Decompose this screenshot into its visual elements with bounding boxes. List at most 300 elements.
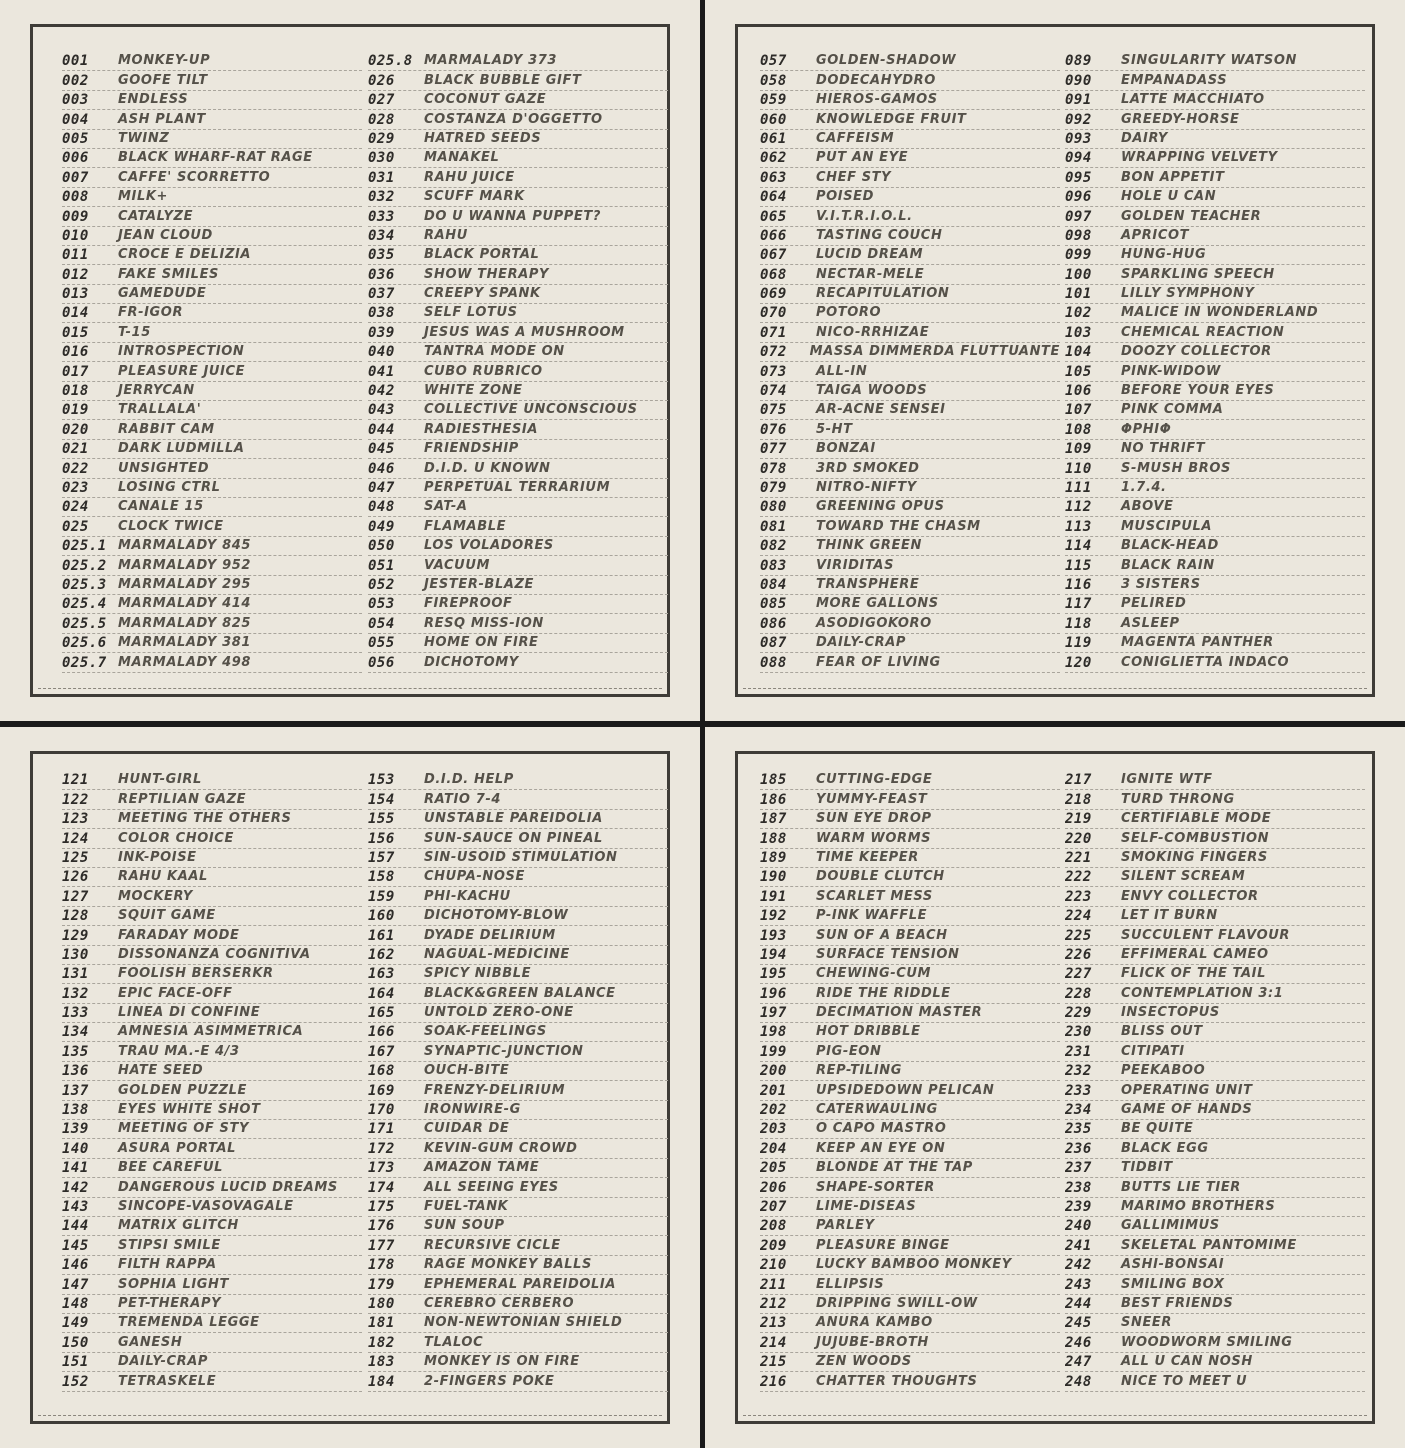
- item-number: 173: [368, 1160, 395, 1177]
- item-name: ΦPHIΦ: [1121, 421, 1172, 437]
- item-name: CREEPY SPANK: [424, 286, 541, 302]
- item-name: PARLEY: [816, 1218, 875, 1234]
- list-item: [760, 91, 1060, 110]
- item-number: 213: [760, 1315, 787, 1332]
- item-name: S-MUSH BROS: [1121, 460, 1231, 476]
- list-item: [62, 401, 362, 420]
- item-number: 096: [1065, 189, 1092, 206]
- item-name: UNSIGHTED: [118, 460, 210, 476]
- item-number: 169: [368, 1082, 395, 1099]
- list-item: [368, 401, 668, 420]
- item-name: REP-TILING: [816, 1063, 903, 1079]
- list-item: [1065, 556, 1365, 575]
- item-number: 201: [760, 1082, 787, 1099]
- list-item: [1065, 810, 1365, 829]
- list-item: [760, 1314, 1060, 1333]
- list-item: [368, 595, 668, 614]
- list-item: [368, 52, 668, 71]
- list-item: [62, 634, 362, 653]
- item-name: DO U WANNA PUPPET?: [424, 208, 601, 224]
- list-item: [62, 420, 362, 439]
- item-number: 046: [368, 460, 395, 477]
- list-item: [1065, 868, 1365, 887]
- item-name: JEAN CLOUD: [118, 227, 213, 243]
- item-name: EMPANADASS: [1121, 72, 1228, 88]
- item-name: LUCID DREAM: [816, 247, 924, 263]
- item-name: RAHU KAAL: [118, 869, 208, 885]
- item-name: SCUFF MARK: [424, 189, 525, 205]
- list-item: [760, 1101, 1060, 1120]
- item-number: 194: [760, 946, 787, 963]
- item-number: 133: [62, 1005, 89, 1022]
- item-name: NITRO-NIFTY: [816, 479, 917, 495]
- list-item: [62, 576, 362, 595]
- item-number: 001: [62, 53, 89, 70]
- item-name: SOAK-FEELINGS: [424, 1024, 547, 1040]
- item-number: 193: [760, 927, 787, 944]
- list-item: [760, 965, 1060, 984]
- item-name: BE QUITE: [1121, 1121, 1194, 1137]
- item-name: ALL SEEING EYES: [424, 1179, 559, 1195]
- item-name: SUN SOUP: [424, 1218, 505, 1234]
- list-item: [62, 1275, 362, 1294]
- item-number: 145: [62, 1237, 89, 1254]
- item-number: 179: [368, 1276, 395, 1293]
- list-item: [1065, 576, 1365, 595]
- item-number: 007: [62, 169, 89, 186]
- item-name: BUTTS LIE TIER: [1121, 1179, 1241, 1195]
- item-name: CEREBRO CERBERO: [424, 1295, 575, 1311]
- list-item: [760, 1004, 1060, 1023]
- list-item: [1065, 1372, 1365, 1391]
- list-item: [760, 207, 1060, 226]
- list-item: [760, 1159, 1060, 1178]
- item-name: D.I.D. HELP: [424, 772, 514, 788]
- item-name: JUJUBE-BROTH: [816, 1334, 929, 1350]
- item-number: 030: [368, 150, 395, 167]
- item-name: TURD THRONG: [1121, 791, 1235, 807]
- item-number: 123: [62, 811, 89, 828]
- item-number: 195: [760, 966, 787, 983]
- item-name: COSTANZA D'OGGETTO: [424, 111, 603, 127]
- item-name: SELF LOTUS: [424, 305, 518, 321]
- item-number: 066: [760, 227, 787, 244]
- item-number: 051: [368, 557, 395, 574]
- item-number: 111: [1065, 479, 1092, 496]
- list-item: [368, 1217, 668, 1236]
- page-card-1: [0, 0, 700, 721]
- item-name: TWINZ: [118, 130, 170, 146]
- item-number: 156: [368, 830, 395, 847]
- item-name: FRENZY-DELIRIUM: [424, 1082, 566, 1098]
- list-item: [1065, 265, 1365, 284]
- list-item: [760, 1139, 1060, 1158]
- item-name: 3 SISTERS: [1121, 576, 1201, 592]
- list-item: [760, 440, 1060, 459]
- item-number: 149: [62, 1315, 89, 1332]
- item-name: GANESH: [118, 1334, 183, 1350]
- item-number: 033: [368, 208, 395, 225]
- item-name: POTORO: [816, 305, 882, 321]
- list-item: [62, 1333, 362, 1352]
- item-number: 073: [760, 363, 787, 380]
- item-number: 175: [368, 1198, 395, 1215]
- item-name: WOODWORM SMILING: [1121, 1334, 1293, 1350]
- item-number: 140: [62, 1140, 89, 1157]
- page-card-2: [705, 0, 1405, 721]
- list-item: [760, 790, 1060, 809]
- list-item: [760, 771, 1060, 790]
- item-name: MOCKERY: [118, 888, 193, 904]
- item-number: 025.3: [62, 576, 107, 593]
- item-number: 139: [62, 1121, 89, 1138]
- list-item: [760, 168, 1060, 187]
- item-name: ASH PLANT: [118, 111, 206, 127]
- item-number: 084: [760, 576, 787, 593]
- list-item: [1065, 1120, 1365, 1139]
- list-item: [1065, 537, 1365, 556]
- item-number: 181: [368, 1315, 395, 1332]
- item-number: 243: [1065, 1276, 1092, 1293]
- item-number: 129: [62, 927, 89, 944]
- item-number: 225: [1065, 927, 1092, 944]
- list-item: [368, 343, 668, 362]
- list-item: [1065, 130, 1365, 149]
- item-number: 215: [760, 1354, 787, 1371]
- list-item: [1065, 984, 1365, 1003]
- list-item: [760, 984, 1060, 1003]
- item-name: HOME ON FIRE: [424, 635, 539, 651]
- list-item: [62, 1372, 362, 1391]
- item-number: 082: [760, 538, 787, 555]
- item-name: RAHU JUICE: [424, 169, 515, 185]
- item-number: 165: [368, 1005, 395, 1022]
- item-number: 027: [368, 92, 395, 109]
- list-item: [760, 810, 1060, 829]
- item-name: RECURSIVE CICLE: [424, 1237, 561, 1253]
- item-name: CHATTER THOUGHTS: [816, 1373, 978, 1389]
- list-item: [62, 1198, 362, 1217]
- list-item: [1065, 440, 1365, 459]
- list-column: [1065, 52, 1365, 673]
- item-name: COLOR CHOICE: [118, 830, 234, 846]
- item-name: TETRASKELE: [118, 1373, 217, 1389]
- list-item: [1065, 595, 1365, 614]
- item-name: TREMENDA LEGGE: [118, 1315, 260, 1331]
- list-item: [368, 1275, 668, 1294]
- item-name: INK-POISE: [118, 849, 197, 865]
- list-item: [1065, 401, 1365, 420]
- list-item: [368, 965, 668, 984]
- list-item: [760, 479, 1060, 498]
- item-number: 107: [1065, 402, 1092, 419]
- list-item: [760, 362, 1060, 381]
- item-number: 125: [62, 849, 89, 866]
- item-name: IGNITE WTF: [1121, 772, 1213, 788]
- item-number: 026: [368, 72, 395, 89]
- list-item: [760, 517, 1060, 536]
- list-item: [760, 1275, 1060, 1294]
- item-number: 159: [368, 888, 395, 905]
- item-number: 049: [368, 518, 395, 535]
- item-name: DICHOTOMY: [424, 654, 519, 670]
- item-name: BEST FRIENDS: [1121, 1295, 1234, 1311]
- item-name: MONKEY IS ON FIRE: [424, 1354, 580, 1370]
- list-item: [760, 634, 1060, 653]
- list-item: [368, 1198, 668, 1217]
- item-name: EPIC FACE-OFF: [118, 985, 233, 1001]
- item-number: 020: [62, 421, 89, 438]
- item-name: FR-IGOR: [118, 305, 184, 321]
- item-name: SINGULARITY WATSON: [1121, 53, 1297, 69]
- item-name: MASSA DIMMERDA FLUTTUANTE: [809, 344, 1060, 360]
- item-number: 112: [1065, 499, 1092, 516]
- item-number: 059: [760, 92, 787, 109]
- item-number: 240: [1065, 1218, 1092, 1235]
- item-name: FIREPROOF: [424, 596, 513, 612]
- item-name: SYNAPTIC-JUNCTION: [424, 1043, 584, 1059]
- item-number: 144: [62, 1218, 89, 1235]
- list-item: [760, 227, 1060, 246]
- item-name: SMILING BOX: [1121, 1276, 1225, 1292]
- item-name: FEAR OF LIVING: [816, 654, 941, 670]
- list-item: [62, 556, 362, 575]
- item-name: BON APPETIT: [1121, 169, 1225, 185]
- item-number: 050: [368, 538, 395, 555]
- item-number: 025.5: [62, 615, 107, 632]
- item-name: HIEROS-GAMOS: [816, 92, 938, 108]
- item-number: 211: [760, 1276, 787, 1293]
- item-number: 052: [368, 576, 395, 593]
- item-name: MANAKEL: [424, 150, 500, 166]
- list-item: [1065, 459, 1365, 478]
- item-name: RAHU: [424, 227, 468, 243]
- item-number: 071: [760, 324, 787, 341]
- list-item: [368, 537, 668, 556]
- item-name: MARMALADY 381: [118, 635, 252, 651]
- item-number: 192: [760, 908, 787, 925]
- list-item: [760, 285, 1060, 304]
- item-number: 047: [368, 479, 395, 496]
- list-item: [1065, 285, 1365, 304]
- list-item: [368, 556, 668, 575]
- list-item: [760, 323, 1060, 342]
- list-item: [1065, 362, 1365, 381]
- item-number: 126: [62, 869, 89, 886]
- item-name: FAKE SMILES: [118, 266, 220, 282]
- item-name: PINK-WIDOW: [1121, 363, 1221, 379]
- list-item: [1065, 498, 1365, 517]
- item-name: KEVIN-GUM CROWD: [424, 1140, 578, 1156]
- list-item: [760, 653, 1060, 672]
- list-item: [1065, 517, 1365, 536]
- item-number: 038: [368, 305, 395, 322]
- item-number: 048: [368, 499, 395, 516]
- list-item: [1065, 926, 1365, 945]
- list-item: [368, 634, 668, 653]
- list-item: [760, 1217, 1060, 1236]
- item-name: TLALOC: [424, 1334, 484, 1350]
- item-name: NECTAR-MELE: [816, 266, 925, 282]
- item-number: 184: [368, 1373, 395, 1390]
- item-name: FOOLISH BERSERKR: [118, 966, 274, 982]
- item-name: MATRIX GLITCH: [118, 1218, 239, 1234]
- item-number: 188: [760, 830, 787, 847]
- list-item: [368, 207, 668, 226]
- item-name: CONIGLIETTA INDACO: [1121, 654, 1290, 670]
- item-number: 025.8: [368, 53, 413, 70]
- item-number: 245: [1065, 1315, 1092, 1332]
- item-name: ALL-IN: [816, 363, 868, 379]
- list-item: [62, 1159, 362, 1178]
- item-number: 233: [1065, 1082, 1092, 1099]
- item-number: 023: [62, 479, 89, 496]
- item-number: 070: [760, 305, 787, 322]
- item-name: ASURA PORTAL: [118, 1140, 236, 1156]
- item-number: 151: [62, 1354, 89, 1371]
- item-name: WHITE ZONE: [424, 383, 523, 399]
- item-number: 177: [368, 1237, 395, 1254]
- item-name: SILENT SCREAM: [1121, 869, 1246, 885]
- item-number: 164: [368, 985, 395, 1002]
- item-name: HOLE U CAN: [1121, 189, 1217, 205]
- item-name: MONKEY-UP: [118, 53, 211, 69]
- list-item: [760, 149, 1060, 168]
- item-number: 183: [368, 1354, 395, 1371]
- list-item: [62, 887, 362, 906]
- item-name: RIDE THE RIDDLE: [816, 985, 951, 1001]
- item-number: 025.4: [62, 596, 107, 613]
- list-item: [62, 1178, 362, 1197]
- list-item: [62, 926, 362, 945]
- item-number: 106: [1065, 383, 1092, 400]
- item-number: 064: [760, 189, 787, 206]
- item-name: MARMALADY 373: [424, 53, 558, 69]
- item-name: HUNG-HUG: [1121, 247, 1207, 263]
- list-item: [1065, 343, 1365, 362]
- list-item: [62, 1217, 362, 1236]
- item-name: TAIGA WOODS: [816, 383, 928, 399]
- list-item: [760, 188, 1060, 207]
- list-item: [760, 1178, 1060, 1197]
- item-number: 191: [760, 888, 787, 905]
- item-number: 234: [1065, 1102, 1092, 1119]
- item-name: NO THRIFT: [1121, 441, 1206, 457]
- item-name: SURFACE TENSION: [816, 946, 960, 962]
- item-name: VACUUM: [424, 557, 491, 573]
- item-name: LIME-DISEAS: [816, 1198, 917, 1214]
- item-number: 178: [368, 1257, 395, 1274]
- list-item: [368, 382, 668, 401]
- item-number: 074: [760, 383, 787, 400]
- item-number: 095: [1065, 169, 1092, 186]
- item-number: 014: [62, 305, 89, 322]
- item-number: 093: [1065, 130, 1092, 147]
- item-number: 138: [62, 1102, 89, 1119]
- list-item: [760, 537, 1060, 556]
- item-name: MUSCIPULA: [1121, 518, 1213, 534]
- item-name: SUN EYE DROP: [816, 811, 932, 827]
- item-name: OPERATING UNIT: [1121, 1082, 1253, 1098]
- item-number: 244: [1065, 1295, 1092, 1312]
- list-item: [368, 440, 668, 459]
- item-name: BEFORE YOUR EYES: [1121, 383, 1275, 399]
- item-number: 041: [368, 363, 395, 380]
- item-number: 204: [760, 1140, 787, 1157]
- item-name: POISED: [816, 189, 875, 205]
- item-name: SUN-SAUCE ON PINEAL: [424, 830, 603, 846]
- list-item: [62, 227, 362, 246]
- list-item: [368, 1314, 668, 1333]
- item-number: 103: [1065, 324, 1092, 341]
- item-name: ENVY COLLECTOR: [1121, 888, 1259, 904]
- list-item: [62, 304, 362, 323]
- item-number: 053: [368, 596, 395, 613]
- item-name: GREEDY-HORSE: [1121, 111, 1240, 127]
- item-number: 092: [1065, 111, 1092, 128]
- item-name: UNSTABLE PAREIDOLIA: [424, 811, 603, 827]
- item-number: 203: [760, 1121, 787, 1138]
- item-name: DARK LUDMILLA: [118, 441, 245, 457]
- item-number: 127: [62, 888, 89, 905]
- item-number: 160: [368, 908, 395, 925]
- item-name: ELLIPSIS: [816, 1276, 885, 1292]
- list-item: [62, 110, 362, 129]
- item-number: 008: [62, 189, 89, 206]
- list-item: [1065, 887, 1365, 906]
- list-item: [760, 576, 1060, 595]
- item-name: TOWARD THE CHASM: [816, 518, 981, 534]
- list-item: [760, 382, 1060, 401]
- item-name: ANURA KAMBO: [816, 1315, 933, 1331]
- item-number: 115: [1065, 557, 1092, 574]
- item-number: 089: [1065, 53, 1092, 70]
- item-name: SNEER: [1121, 1315, 1173, 1331]
- item-name: GALLIMIMUS: [1121, 1218, 1220, 1234]
- list-item: [62, 849, 362, 868]
- item-name: MEETING OF STY: [118, 1121, 249, 1137]
- list-item: [62, 771, 362, 790]
- item-name: FLAMABLE: [424, 518, 507, 534]
- item-name: PUT AN EYE: [816, 150, 909, 166]
- list-column: [368, 52, 668, 673]
- list-item: [760, 52, 1060, 71]
- item-name: DAIRY: [1121, 130, 1168, 146]
- list-item: [760, 304, 1060, 323]
- item-number: 197: [760, 1005, 787, 1022]
- item-name: REPTILIAN GAZE: [118, 791, 247, 807]
- item-name: AMNESIA ASIMMETRICA: [118, 1024, 304, 1040]
- item-number: 174: [368, 1179, 395, 1196]
- item-name: UNTOLD ZERO-ONE: [424, 1005, 574, 1021]
- item-number: 172: [368, 1140, 395, 1157]
- list-item: [1065, 946, 1365, 965]
- item-number: 214: [760, 1334, 787, 1351]
- item-name: UPSIDEDOWN PELICAN: [816, 1082, 995, 1098]
- list-item: [760, 498, 1060, 517]
- item-number: 068: [760, 266, 787, 283]
- item-number: 141: [62, 1160, 89, 1177]
- list-item: [760, 110, 1060, 129]
- item-number: 167: [368, 1043, 395, 1060]
- item-number: 025: [62, 518, 89, 535]
- list-item: [760, 343, 1060, 362]
- list-item: [1065, 1081, 1365, 1100]
- item-name: SPARKLING SPEECH: [1121, 266, 1275, 282]
- list-item: [62, 1101, 362, 1120]
- item-number: 094: [1065, 150, 1092, 167]
- item-number: 226: [1065, 946, 1092, 963]
